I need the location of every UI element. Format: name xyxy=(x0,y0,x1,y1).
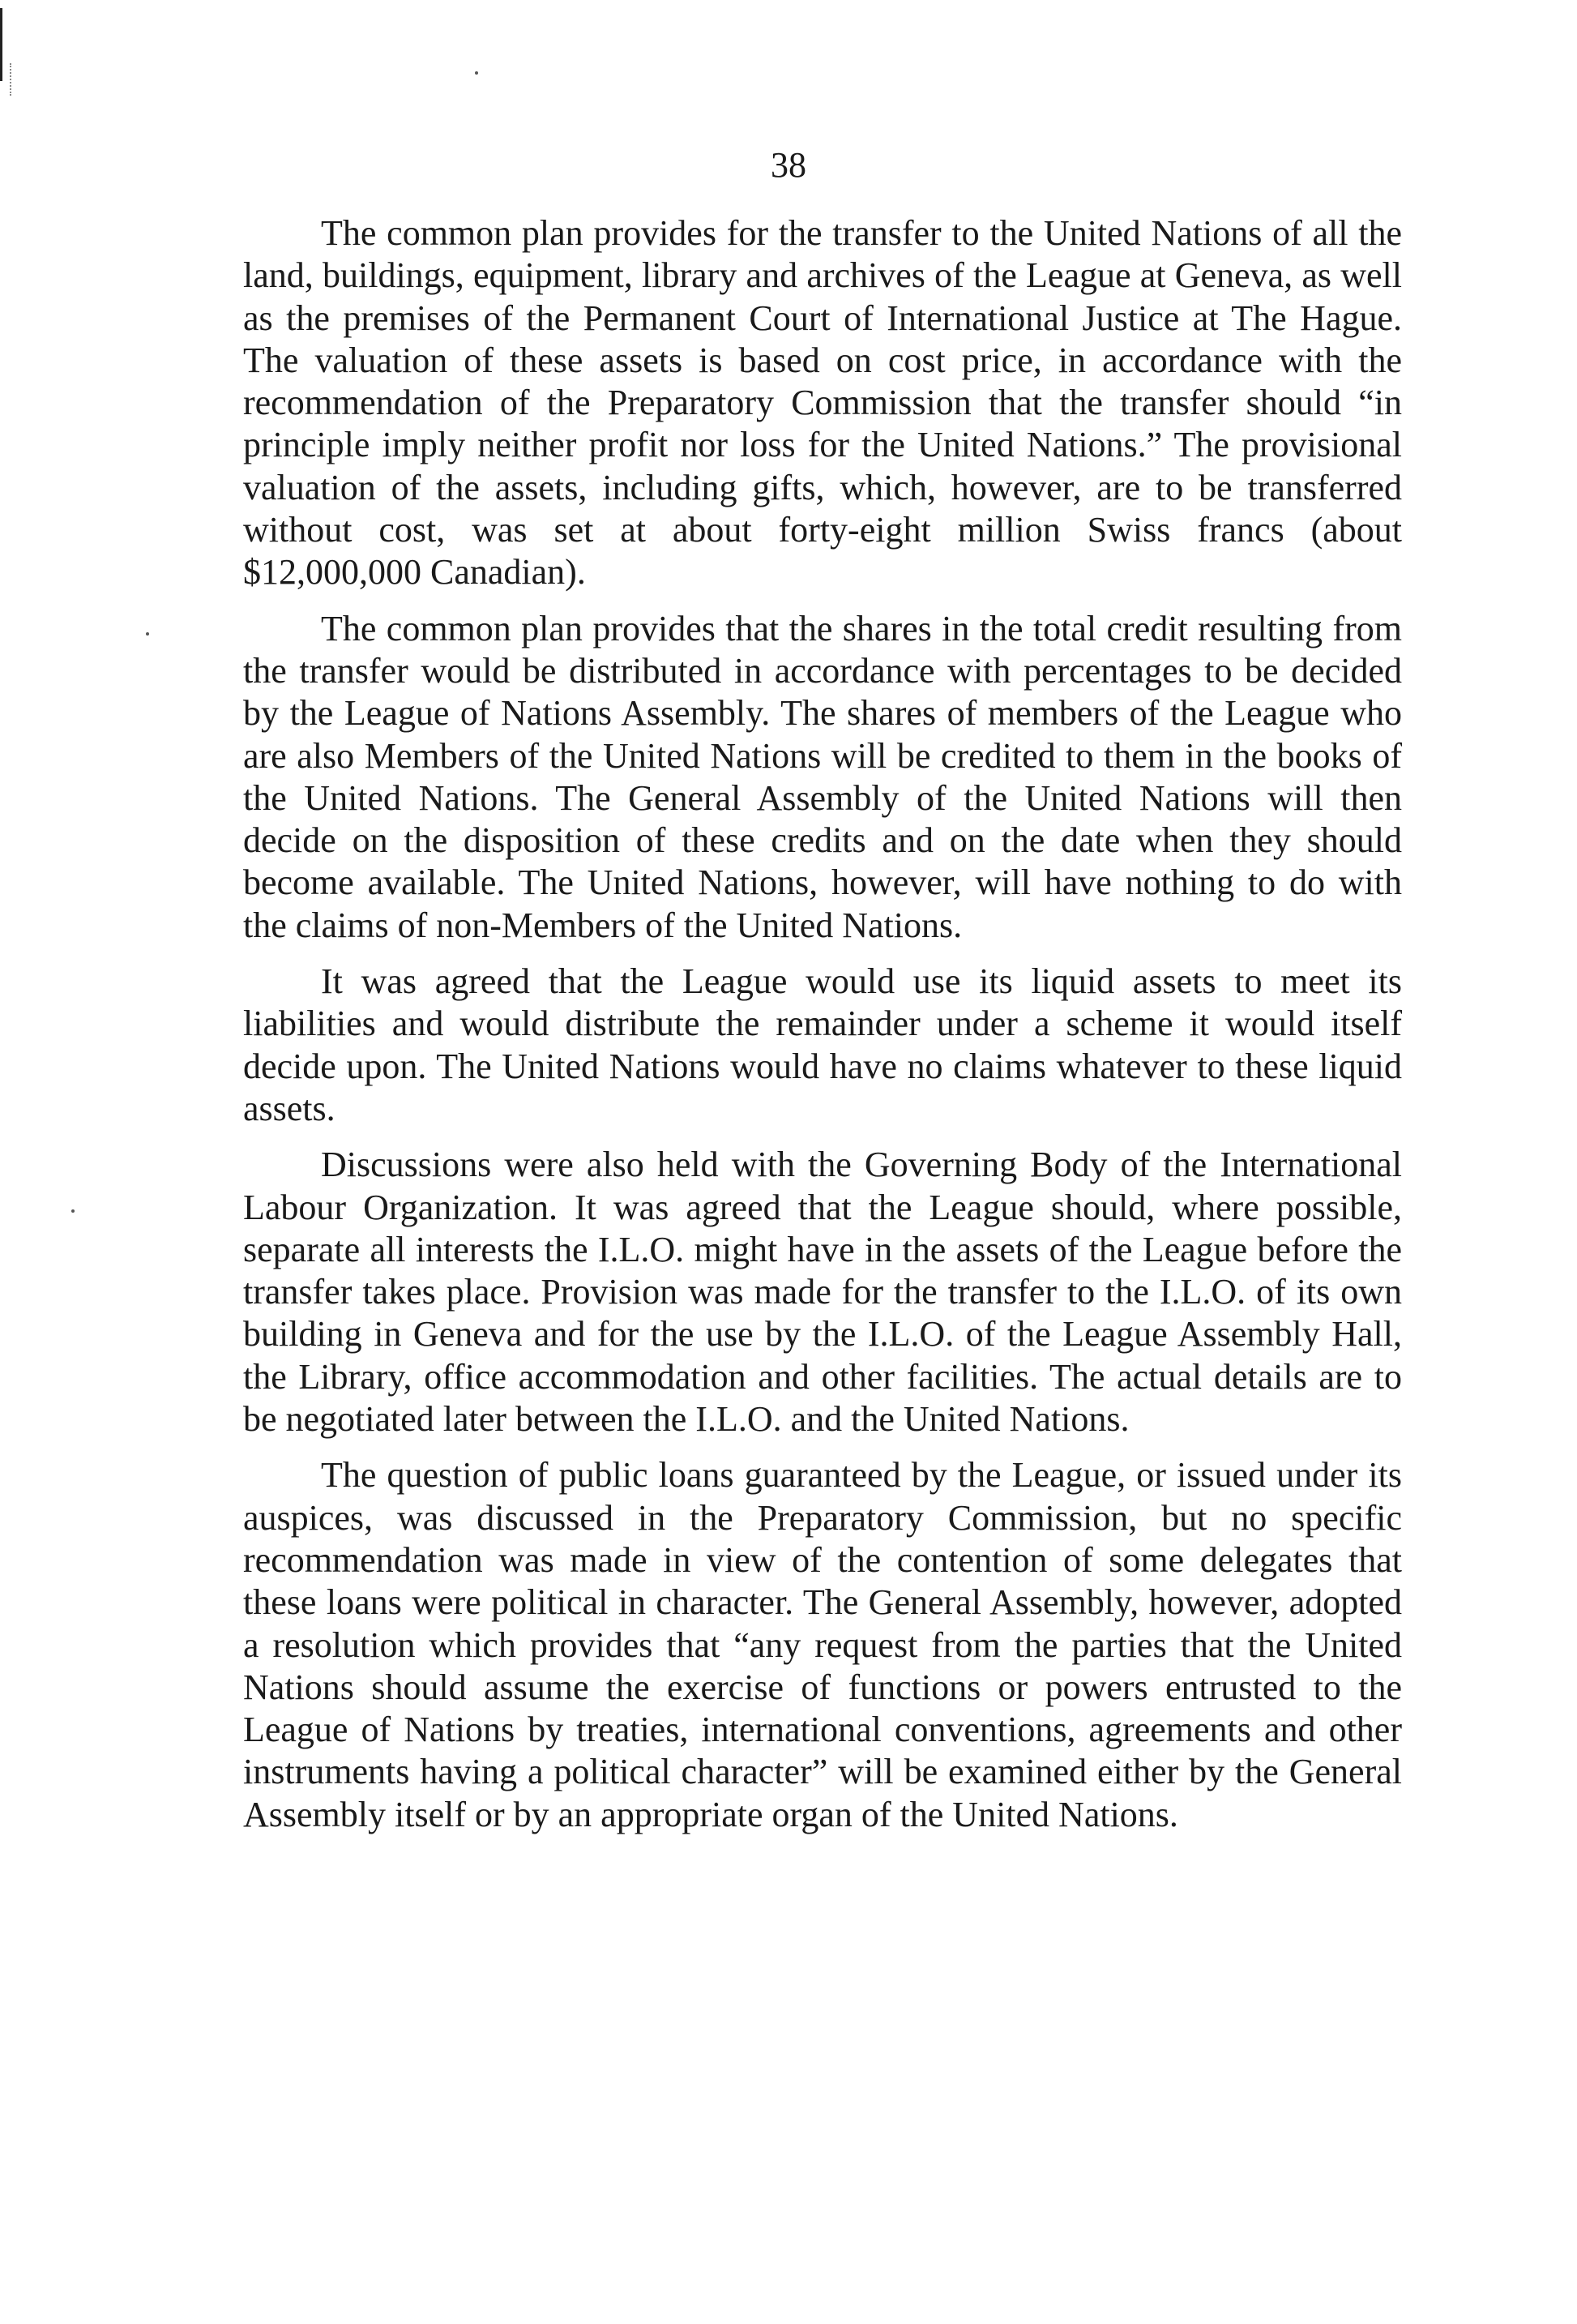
paragraph-public-loans: The question of public loans guaranteed by the League, or issued under its auspices, was discussed in the Preparatory Commission, but no specific recommendation was made in view of the contention of some delegates that these loans were political in character. The General Assembly, however, adopted a resolution which provides that “any request from the parties that the United Nations should assume the exercise of functions or powers entrusted to the League of Nations by treaties, international conventions, agreements and other instruments having a political character” will be examined either by the General Assembly itself or by an appropriate organ of the United Nations. xyxy=(243,1455,1402,1834)
paragraph-liquid-assets: It was agreed that the League would use its liquid assets to meet its liabilities and would distribute the remainder under a scheme it would itself decide upon. The United Nations would have no claims whatever to these liquid assets. xyxy=(243,961,1402,1128)
scan-edge-mark xyxy=(0,8,2,81)
scan-speck xyxy=(71,1209,75,1213)
body-text xyxy=(243,212,1402,1850)
scan-speck xyxy=(146,632,149,636)
paragraph-asset-transfer: The common plan provides for the transfer to the United Nations of all the land, buildings, equipment, library and archives of the League at Geneva, as well as the premises of the Permanent Court of International Justice at The Hague. The valuation of these assets is based on cost price, in accordance with the recommendation of the Preparatory Commission that the transfer should “in principle imply neither profit nor loss for the United Nations.” The provisional valuation of the assets, including gifts, which, however, are to be transferred without cost, was set at about forty-eight million Swiss francs (about $12,000,000 Canadian). xyxy=(243,213,1402,593)
scan-edge-dots xyxy=(10,63,14,96)
page-number: 38 xyxy=(771,145,806,185)
paragraph-ilo-discussions: Discussions were also held with the Governing Body of the International Labour Organization. It was agreed that the League should, where possible, separate all interests the I.L.O. might have in the assets of the League before the transfer takes place. Provision was made for the transfer to the I.L.O. of its own building in Geneva and for the use by the I.L.O. of the League Assembly Hall, the Library, office accommodation and other facilities. The actual details are to be negotiated later between the I.L.O. and the United Nations. xyxy=(243,1145,1402,1440)
paragraph-credit-shares: The common plan provides that the shares in the total credit resulting from the transfer would be distributed in accordance with percentages to be decided by the League of Nations Assembly. The shares of members of the League who are also Members of the United Nations will be credited to them in the books of the United Nations. The General Assembly of the United Nations will then decide on the disposition of these credits and on the date when they should become available. The United Nations, however, will have nothing to do with the claims of non-Members of the United Nations. xyxy=(243,608,1402,945)
scan-speck xyxy=(475,71,478,75)
